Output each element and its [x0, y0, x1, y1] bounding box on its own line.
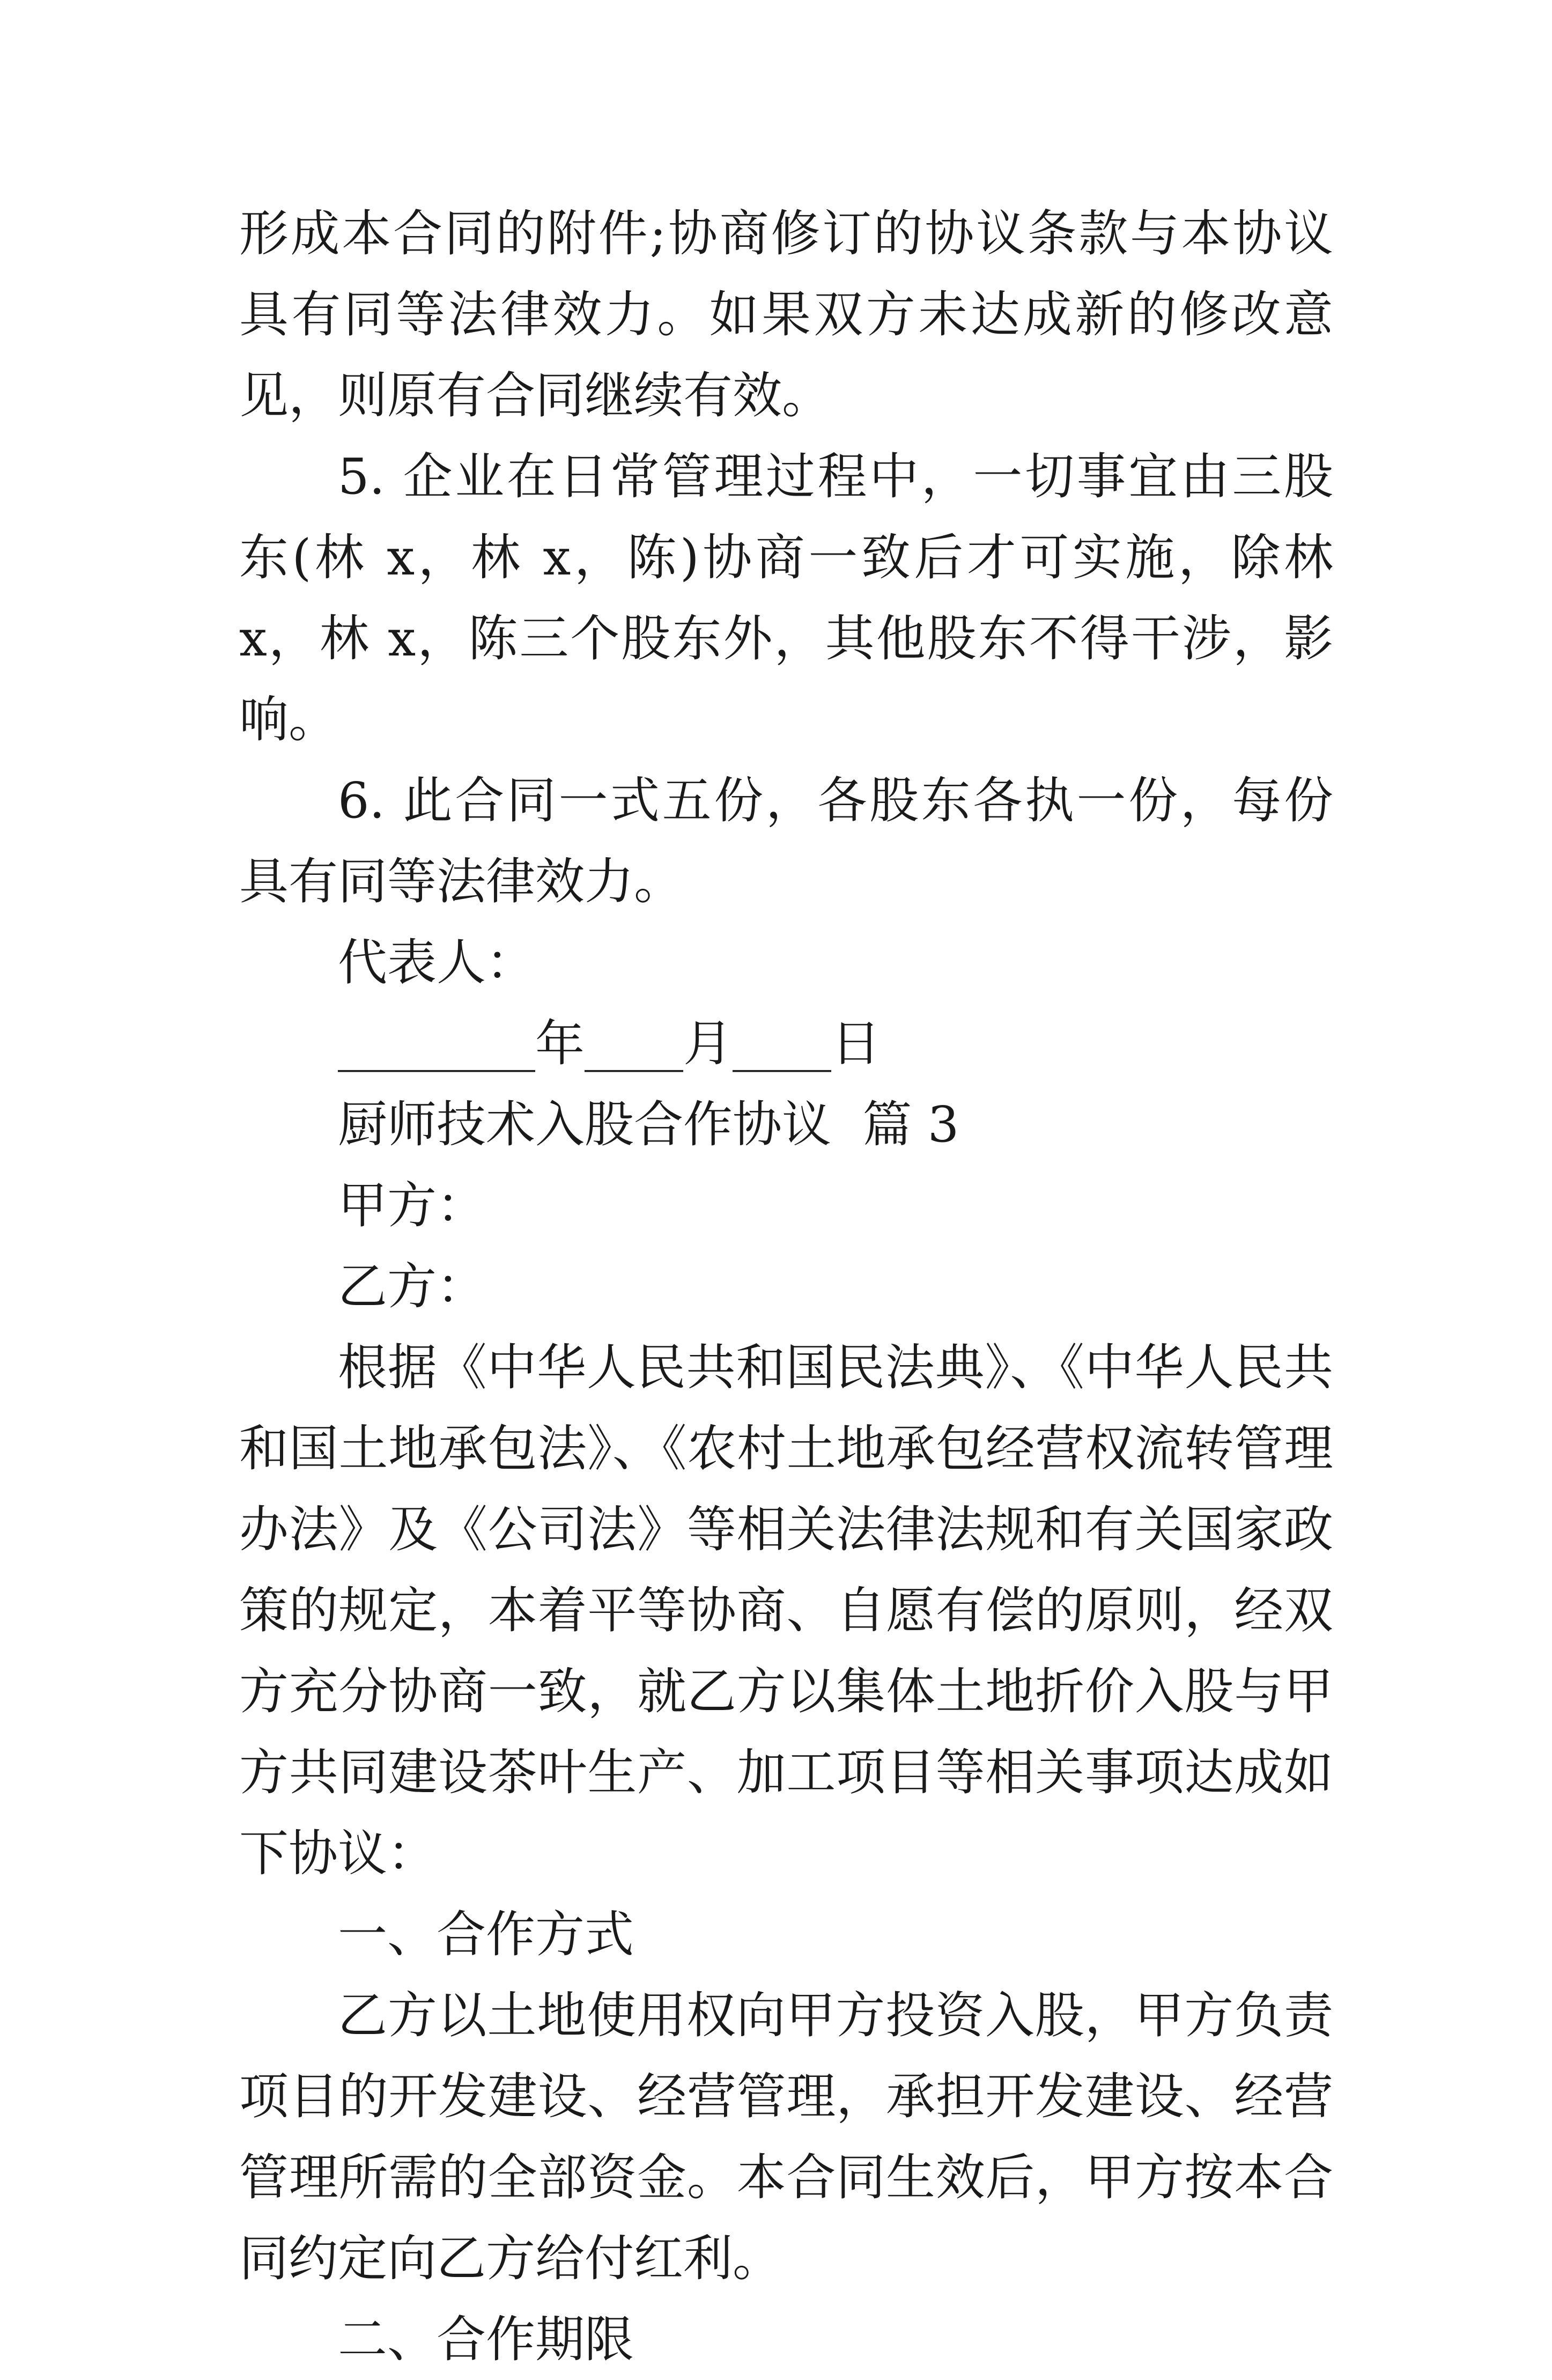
heading-cooperation-method: 一、合作方式 [338, 1906, 634, 1963]
paragraph-clause-5: 5. 企业在日常管理过程中，一切事宜由三股东(林 x，林 x，陈)协商一致后才可实施，除林 x，林 x，陈三个股东外，其他股东不得干涉，影响。 [239, 448, 1333, 748]
paragraph-attachment-clause: 形成本合同的附件;协商修订的协议条款与本协议具有同等法律效力。如果双方未达成新的修改意见，则原有合同继续有效。 [239, 205, 1333, 424]
representative-label: 代表人： [338, 934, 536, 991]
paragraph-legal-basis: 根据《中华人民共和国民法典》、《中华人民共和国土地承包法》、《农村土地承包经营权流转管理办法》及《公司法》等相关法律法规和有关国家政策的规定，本着平等协商、自愿有偿的原则，经双方充分协商一致，就乙方以集体土地折价入股与甲方共同建设茶叶生产、加工项目等相关事项达成如下协议： [239, 1339, 1333, 1882]
date-line: ________年____月____日 [338, 1015, 881, 1072]
heading-cooperation-period: 二、合作期限 [338, 2311, 634, 2368]
paragraph-clause-6: 6. 此合同一式五份，各股东各执一份，每份具有同等法律效力。 [239, 772, 1333, 910]
document-page [239, 193, 1333, 2380]
party-a-label: 甲方： [338, 1177, 486, 1234]
party-b-label: 乙方： [338, 1258, 486, 1315]
paragraph-cooperation-method: 乙方以土地使用权向甲方投资入股，甲方负责项目的开发建设、经营管理，承担开发建设、经营管理所需的全部资金。本合同生效后，甲方按本合同约定向乙方给付红利。 [239, 1987, 1333, 2287]
section-title: 厨师技术入股合作协议 篇 3 [338, 1096, 959, 1153]
